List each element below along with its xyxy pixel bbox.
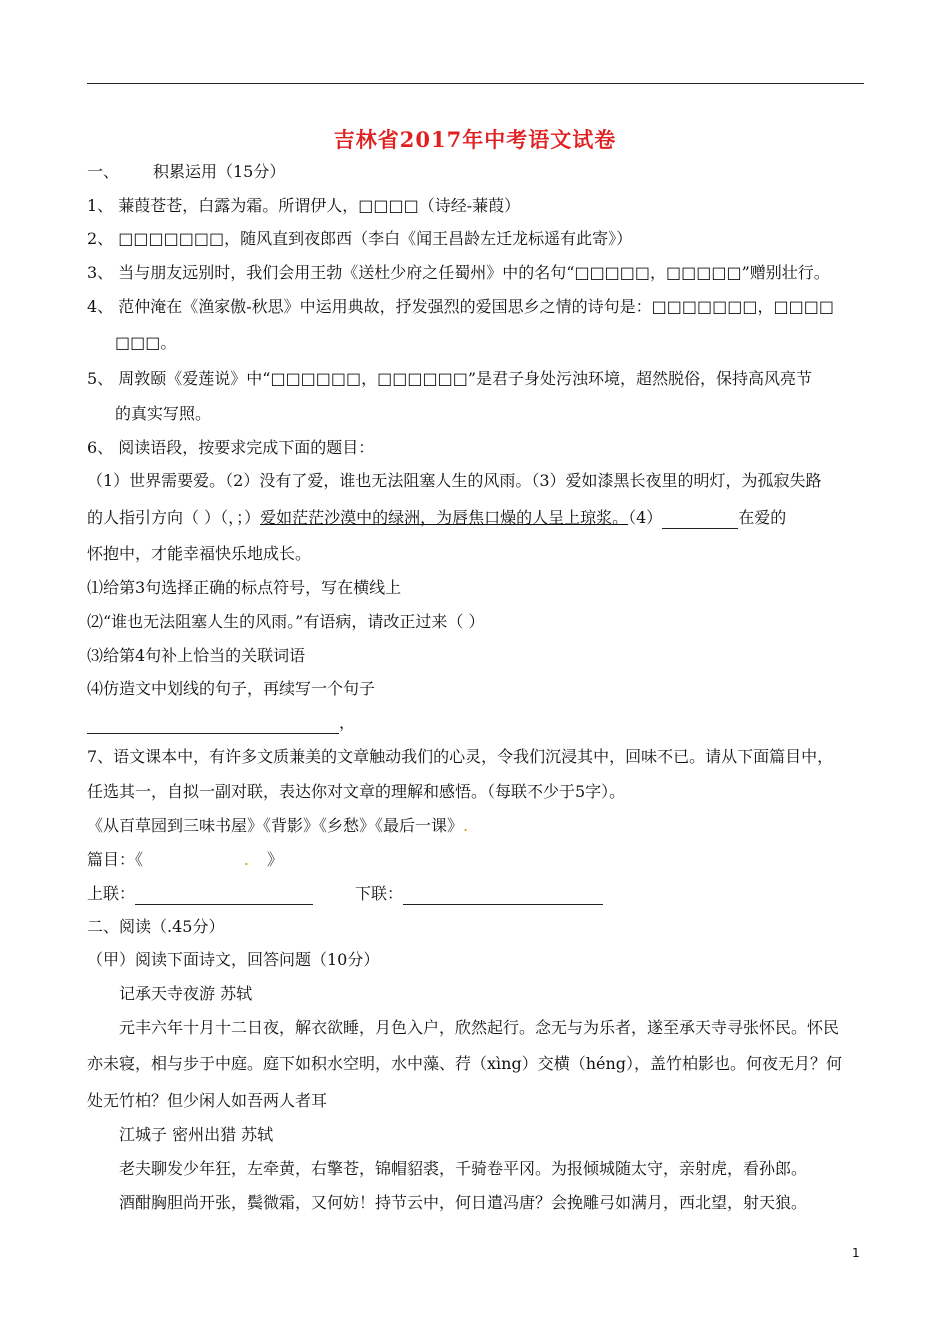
poem1-title: 记承天寺夜游 苏轼 (119, 984, 253, 1003)
section1-number: 一、 (87, 162, 120, 181)
question-2: 2、 □□□□□□□，随风直到夜郎西（李白《闻王昌龄左迁龙标遥有此寄》） (87, 229, 633, 248)
question-4-line2: □□□。 (115, 333, 177, 352)
poem1-line3: 处无竹柏？但少闲人如吾两人者耳 (87, 1091, 328, 1110)
pianmu-close: 》 (267, 850, 284, 869)
question-4-line1: 4、 范仲淹在《渔家傲-秋思》中运用典故，抒发强烈的爱国思乡之情的诗句是：□□□□□□□，□□□□ (87, 297, 834, 316)
question-6-sub4-answer (87, 712, 355, 734)
question-6-sub2: ⑵“谁也无法阻塞人生的风雨。”有语病，请改正过来（ ） (87, 612, 485, 631)
question-6: 6、 阅读语段，按要求完成下面的题目： (87, 438, 375, 457)
couplet-row (87, 883, 603, 905)
question-3: 3、 当与朋友远别时，我们会用王勃《送杜少府之任蜀州》中的名句“□□□□□，□□□□□”赠别壮行。 (87, 263, 830, 282)
poem1-line2: 亦未寝，相与步于中庭。庭下如积水空明，水中藻、荇（xìng）交横（héng），盖竹柏影也。何夜无月？何 (87, 1054, 843, 1073)
question-6-sub1: ⑴给第3句选择正确的标点符号，写在横线上 (87, 578, 402, 597)
section2-heading: 二、阅读（.45分） (87, 917, 225, 936)
pianmu-row (87, 849, 283, 871)
passage-text-end: 在爱的 (738, 508, 787, 527)
question-5-line1: 5、 周敦颐《爱莲说》中“□□□□□□，□□□□□□”是君子身处污浊环境，超然脱俗，保持高风亮节 (87, 369, 813, 388)
question-7-line2: 任选其一，自拟一副对联，表达你对文章的理解和感悟。（每联不少于5字）。 (87, 782, 626, 801)
question-6-passage-line1: （1）世界需要爱。（2）没有了爱，谁也无法阻塞人生的风雨。（3）爱如漆黑长夜里的明灯，为孤寂失路 (87, 471, 822, 490)
exam-title: 吉林省2017年中考语文试卷 (333, 127, 617, 152)
page-number: 1 (852, 1246, 860, 1260)
shanglian-blank[interactable] (135, 888, 313, 905)
dot-mark: . (463, 816, 469, 835)
poem2-line1: 老夫聊发少年狂，左牵黄，右擎苍，锦帽貂裘，千骑卷平冈。为报倾城随太守，亲射虎，看孙郎。 (119, 1159, 808, 1178)
question-5-line2: 的真实写照。 (115, 404, 212, 423)
poem2-title: 江城子 密州出猎 苏轼 (119, 1125, 274, 1144)
xialian-blank[interactable] (403, 888, 603, 905)
poem2-line2: 酒酣胸胆尚开张，鬓微霜，又何妨！持节云中，何日遣冯唐？会挽雕弓如满月，西北望，射天狼。 (119, 1193, 808, 1212)
poem1-line1: 元丰六年十月十二日夜，解衣欲睡，月色入户，欣然起行。念无与为乐者，遂至承天寺寻张怀民。怀民 (119, 1018, 840, 1037)
comma: ， (339, 713, 356, 732)
question-6-passage-line3: 怀抱中，才能幸福快乐地成长。 (87, 544, 312, 563)
question-6-sub4: ⑷仿造文中划线的句子，再续写一个句子 (87, 679, 376, 698)
pianmu-dot: . (243, 850, 250, 869)
question-1: 1、 蒹葭苍苍，白露为霜。所谓伊人，□□□□（诗经-蒹葭） (87, 196, 521, 215)
part-jia-heading: （甲）阅读下面诗文，回答问题（10分） (87, 950, 380, 969)
pianmu-label: 篇目：《 (87, 850, 144, 869)
passage-text-4: （4） (628, 508, 663, 527)
question-6-sub3: ⑶给第4句补上恰当的关联词语 (87, 646, 306, 665)
underlined-sentence: 爱如茫茫沙漠中的绿洲，为唇焦口燥的人呈上琼浆。 (260, 508, 629, 527)
xialian-label: 下联： (355, 884, 404, 903)
header-rule (87, 83, 864, 84)
title-list: 《从百草园到三味书屋》《背影》《乡愁》《最后一课》 (87, 816, 464, 835)
passage-text: 的人指引方向（ ）（，；） (87, 508, 261, 527)
answer-blank[interactable] (662, 512, 738, 529)
section1-heading: 积累运用（15分） (153, 162, 286, 181)
answer-line[interactable] (87, 717, 339, 734)
question-6-passage-line2 (87, 507, 786, 529)
question-7-line1: 7、语文课本中，有许多文质兼美的文章触动我们的心灵，令我们沉浸其中，回味不已。请从下面篇目中， (87, 747, 834, 766)
shanglian-label: 上联： (87, 884, 136, 903)
question-7-titles (87, 815, 468, 837)
